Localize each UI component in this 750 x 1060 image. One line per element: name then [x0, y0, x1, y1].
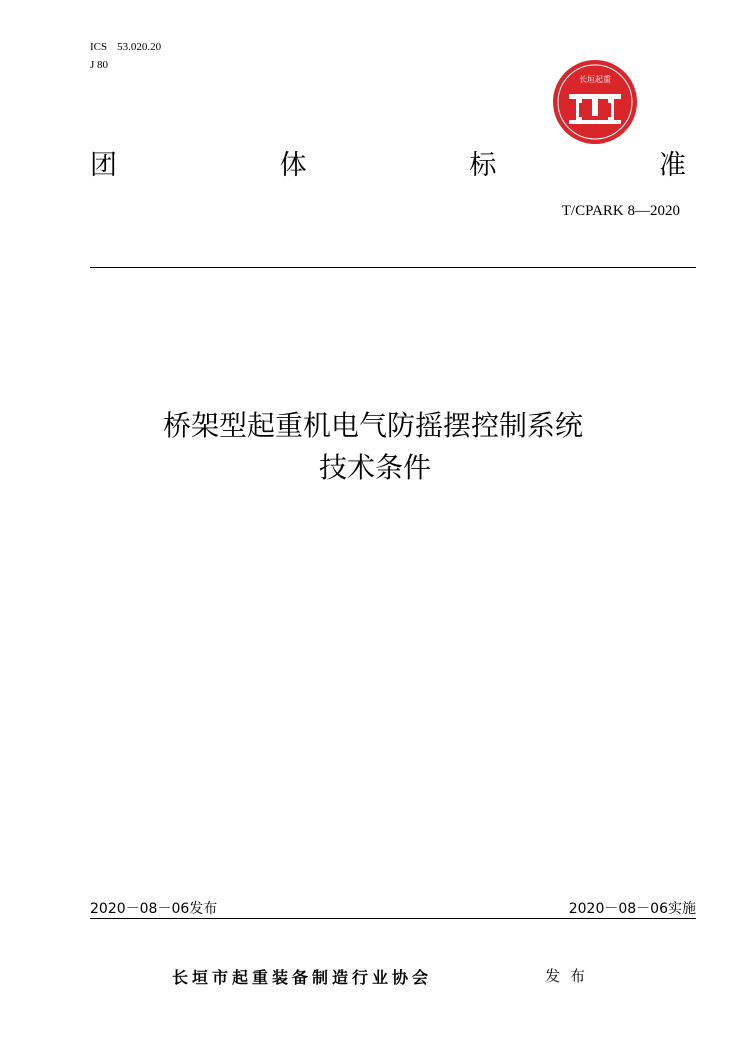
- logo-hook: [592, 99, 598, 116]
- ics-code: 53.020.20: [117, 41, 162, 53]
- ccs-code: J 80: [90, 59, 109, 71]
- bottom-divider: [90, 918, 696, 919]
- logo-text: 长垣起重: [579, 75, 611, 84]
- document-title-line-2: 技术条件: [318, 451, 431, 484]
- standard-type-char: 准: [658, 150, 686, 181]
- publish-word: 发布: [545, 967, 596, 985]
- top-divider: [90, 267, 696, 268]
- standard-type-char: 标: [469, 150, 497, 181]
- logo-detail-left: [579, 103, 582, 117]
- publish-date: 2020－08－06发布: [90, 901, 218, 917]
- classification-block: [90, 38, 171, 74]
- ics-line: [90, 38, 171, 56]
- implement-date: 2020－08－06实施: [568, 901, 696, 917]
- standard-type-char: 体: [279, 150, 307, 181]
- document-title: [0, 405, 750, 489]
- ics-label: ICS: [90, 41, 108, 53]
- standard-number: T/CPARK 8—2020: [561, 203, 680, 219]
- standard-type-char: 团: [90, 150, 117, 181]
- standard-type-title: [90, 146, 686, 186]
- publisher-name: 长垣市起重装备制造行业协会: [172, 968, 433, 987]
- document-title-line-1: 桥架型起重机电气防摇摆控制系统: [162, 409, 583, 442]
- association-logo: [551, 58, 639, 146]
- logo-detail-right: [608, 103, 611, 117]
